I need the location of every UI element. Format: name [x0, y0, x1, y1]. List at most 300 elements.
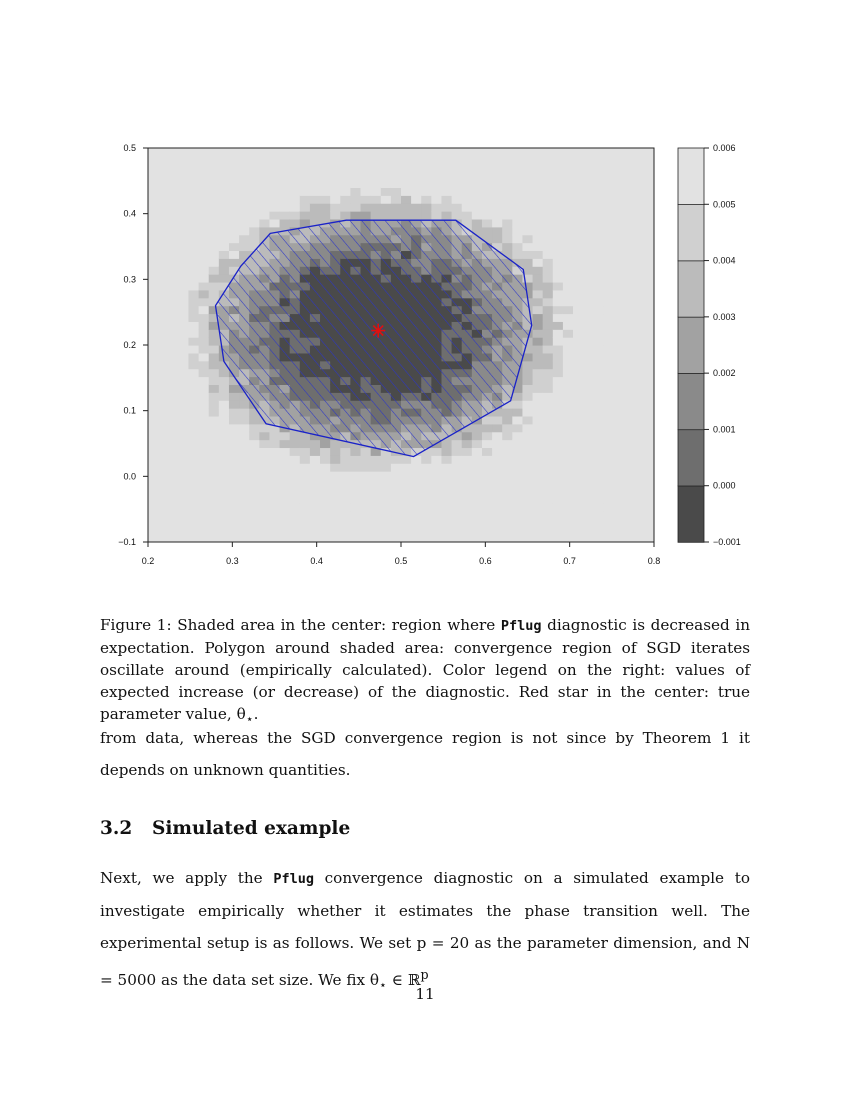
heat-cell: [624, 503, 635, 511]
heat-cell: [593, 203, 604, 211]
heat-cell: [269, 518, 280, 526]
page-number: 11: [415, 985, 435, 1003]
heat-cell: [522, 392, 533, 400]
heat-cell: [371, 495, 382, 503]
heat-cell: [512, 471, 523, 479]
heat-cell: [391, 463, 402, 471]
heat-cell: [401, 180, 412, 188]
heat-cell: [148, 377, 159, 385]
heat-cell: [330, 495, 341, 503]
heat-cell: [249, 495, 260, 503]
heat-cell: [583, 400, 594, 408]
heat-cell: [371, 510, 382, 518]
heat-cell: [573, 266, 584, 274]
heat-cell: [178, 518, 189, 526]
heat-cell: [371, 471, 382, 479]
heat-cell: [563, 440, 574, 448]
heat-cell: [361, 148, 372, 156]
heat-cell: [634, 321, 645, 329]
heat-cell: [219, 440, 230, 448]
heat-cell: [421, 526, 432, 534]
heat-cell: [361, 187, 372, 195]
heat-cell: [239, 471, 250, 479]
heat-cell: [573, 408, 584, 416]
heat-cell: [603, 290, 614, 298]
heat-cell: [350, 479, 361, 487]
heat-cell: [330, 172, 341, 180]
heat-cell: [148, 156, 159, 164]
heat-cell: [168, 361, 179, 369]
heat-cell: [148, 258, 159, 266]
heat-cell: [543, 337, 554, 345]
heat-cell: [441, 156, 452, 164]
heat-cell: [280, 518, 291, 526]
heat-cell: [522, 172, 533, 180]
heat-cell: [330, 487, 341, 495]
heat-cell: [199, 384, 210, 392]
heat-cell: [188, 258, 199, 266]
heat-cell: [310, 503, 321, 511]
heat-cell: [634, 526, 645, 534]
heat-cell: [199, 290, 210, 298]
heat-cell: [553, 321, 564, 329]
heat-cell: [634, 400, 645, 408]
heat-cell: [320, 187, 331, 195]
heat-cell: [209, 164, 220, 172]
heat-cell: [229, 235, 240, 243]
heat-cell: [371, 455, 382, 463]
heat-cell: [290, 148, 301, 156]
heat-cell: [593, 180, 604, 188]
heat-cell: [361, 156, 372, 164]
heat-cell: [290, 503, 301, 511]
heat-cell: [229, 203, 240, 211]
heat-cell: [168, 187, 179, 195]
heat-cell: [644, 447, 655, 455]
heat-cell: [563, 148, 574, 156]
heat-cell: [148, 266, 159, 274]
heat-cell: [583, 258, 594, 266]
heat-cell: [178, 329, 189, 337]
heat-cell: [320, 495, 331, 503]
heat-cell: [209, 369, 220, 377]
colorbar-band: [678, 204, 704, 261]
heat-cell: [269, 455, 280, 463]
heat-cell: [239, 172, 250, 180]
heat-cell: [199, 313, 210, 321]
heat-cell: [583, 463, 594, 471]
heat-cell: [644, 195, 655, 203]
heat-cell: [563, 235, 574, 243]
heat-cell: [188, 503, 199, 511]
heat-cell: [148, 455, 159, 463]
heat-cell: [512, 227, 523, 235]
heat-cell: [411, 164, 422, 172]
heat-cell: [219, 463, 230, 471]
x-tick-label: 0.6: [479, 556, 492, 566]
heat-cell: [168, 345, 179, 353]
heat-cell: [148, 250, 159, 258]
heat-cell: [452, 495, 463, 503]
heat-cell: [381, 164, 392, 172]
heat-cell: [290, 187, 301, 195]
heat-cell: [441, 180, 452, 188]
heat-cell: [290, 203, 301, 211]
heat-cell: [441, 495, 452, 503]
heat-cell: [543, 164, 554, 172]
heat-cell: [614, 447, 625, 455]
heat-cell: [290, 526, 301, 534]
heat-cell: [543, 479, 554, 487]
heat-cell: [199, 353, 210, 361]
heat-cell: [563, 503, 574, 511]
y-tick-label: 0.4: [123, 208, 136, 219]
heat-cell: [593, 353, 604, 361]
heat-cell: [269, 463, 280, 471]
heat-cell: [280, 156, 291, 164]
heat-cell: [259, 211, 270, 219]
heat-cell: [431, 187, 442, 195]
heat-cell: [583, 337, 594, 345]
heat-cell: [593, 282, 604, 290]
heat-cell: [644, 306, 655, 314]
heat-cell: [219, 266, 230, 274]
heat-cell: [290, 211, 301, 219]
heat-cell: [178, 172, 189, 180]
heat-cell: [158, 148, 169, 156]
heat-cell: [259, 495, 270, 503]
heat-cell: [148, 164, 159, 172]
heat-cell: [593, 219, 604, 227]
heat-cell: [462, 432, 473, 440]
heat-cell: [624, 266, 635, 274]
heat-cell: [290, 510, 301, 518]
heat-cell: [381, 172, 392, 180]
heat-cell: [421, 479, 432, 487]
heat-cell: [178, 408, 189, 416]
heat-cell: [624, 353, 635, 361]
heat-cell: [472, 156, 483, 164]
heat-cell: [543, 392, 554, 400]
heat-cell: [330, 180, 341, 188]
heat-cell: [168, 392, 179, 400]
heat-cell: [148, 195, 159, 203]
heat-cell: [452, 211, 463, 219]
heat-cell: [583, 510, 594, 518]
heat-cell: [310, 534, 321, 542]
heat-cell: [583, 290, 594, 298]
heat-cell: [512, 164, 523, 172]
heat-cell: [178, 503, 189, 511]
heat-cell: [178, 440, 189, 448]
heat-cell: [563, 306, 574, 314]
heat-cell: [573, 282, 584, 290]
heat-cell: [391, 156, 402, 164]
heat-cell: [441, 164, 452, 172]
heat-cell: [259, 219, 270, 227]
heat-cell: [441, 211, 452, 219]
heat-cell: [553, 471, 564, 479]
heat-cell: [553, 432, 564, 440]
heat-cell: [634, 329, 645, 337]
heat-cell: [583, 534, 594, 542]
heat-cell: [350, 463, 361, 471]
heat-cell: [148, 471, 159, 479]
heat-cell: [411, 187, 422, 195]
heat-cell: [361, 487, 372, 495]
heat-cell: [340, 172, 351, 180]
heat-cell: [603, 227, 614, 235]
heat-cell: [249, 463, 260, 471]
heat-cell: [300, 211, 311, 219]
heat-cell: [219, 455, 230, 463]
colorbar-tick-label: 0.006: [713, 143, 736, 153]
heat-cell: [300, 503, 311, 511]
heat-cell: [512, 392, 523, 400]
heat-cell: [573, 463, 584, 471]
heat-cell: [462, 526, 473, 534]
para2-theta-subscript: ⋆: [379, 977, 387, 993]
heat-cell: [573, 211, 584, 219]
heat-cell: [158, 329, 169, 337]
heat-cell: [371, 463, 382, 471]
heat-cell: [573, 203, 584, 211]
heat-cell: [593, 243, 604, 251]
heat-cell: [583, 203, 594, 211]
heat-cell: [634, 455, 645, 463]
heat-cell: [158, 227, 169, 235]
heat-cell: [563, 447, 574, 455]
heat-cell: [249, 219, 260, 227]
heat-cell: [624, 227, 635, 235]
heat-cell: [158, 172, 169, 180]
heat-cell: [624, 298, 635, 306]
heat-cell: [573, 329, 584, 337]
heat-cell: [644, 337, 655, 345]
heat-cell: [543, 408, 554, 416]
heat-cell: [168, 148, 179, 156]
heat-cell: [148, 227, 159, 235]
heat-cell: [522, 361, 533, 369]
heat-cell: [482, 195, 493, 203]
heat-cell: [158, 487, 169, 495]
heat-cell: [310, 195, 321, 203]
section-title: Simulated example: [152, 818, 351, 839]
heat-cell: [158, 258, 169, 266]
heat-cell: [603, 282, 614, 290]
heat-cell: [583, 227, 594, 235]
heat-cell: [199, 243, 210, 251]
heat-cell: [178, 195, 189, 203]
heat-cell: [482, 447, 493, 455]
heat-cell: [158, 424, 169, 432]
heat-cell: [614, 424, 625, 432]
heat-cell: [148, 148, 159, 156]
heat-cell: [431, 180, 442, 188]
heat-cell: [401, 211, 412, 219]
heat-cell: [320, 180, 331, 188]
heat-cell: [178, 447, 189, 455]
heat-cell: [158, 203, 169, 211]
heat-cell: [178, 219, 189, 227]
heat-cell: [239, 487, 250, 495]
heat-cell: [350, 148, 361, 156]
heat-cell: [381, 526, 392, 534]
heat-cell: [634, 518, 645, 526]
heat-cell: [482, 534, 493, 542]
heat-cell: [381, 495, 392, 503]
heat-cell: [644, 510, 655, 518]
heat-cell: [381, 211, 392, 219]
heat-cell: [391, 479, 402, 487]
heat-cell: [573, 321, 584, 329]
heat-cell: [482, 180, 493, 188]
heat-cell: [533, 203, 544, 211]
heat-cell: [188, 313, 199, 321]
heat-cell: [543, 400, 554, 408]
heat-cell: [269, 211, 280, 219]
heat-cell: [624, 243, 635, 251]
heat-cell: [310, 495, 321, 503]
heat-cell: [492, 164, 503, 172]
heat-cell: [553, 156, 564, 164]
true-parameter-layer: [371, 324, 385, 338]
heat-cell: [563, 321, 574, 329]
heat-cell: [583, 306, 594, 314]
heat-cell: [431, 156, 442, 164]
heat-cell: [563, 377, 574, 385]
heat-cell: [624, 211, 635, 219]
heat-cell: [340, 463, 351, 471]
heat-cell: [634, 180, 645, 188]
heat-cell: [482, 518, 493, 526]
heat-cell: [401, 156, 412, 164]
heat-cell: [553, 503, 564, 511]
heat-cell: [239, 510, 250, 518]
heat-cell: [158, 290, 169, 298]
heat-cell: [178, 487, 189, 495]
heat-cell: [168, 313, 179, 321]
heat-cell: [563, 243, 574, 251]
heat-cell: [482, 463, 493, 471]
heat-cell: [310, 455, 321, 463]
heat-cell: [188, 510, 199, 518]
heat-cell: [401, 203, 412, 211]
heat-cell: [178, 282, 189, 290]
para2-text-3: ∈ ℝ: [386, 971, 421, 990]
heat-cell: [583, 432, 594, 440]
heat-cell: [148, 463, 159, 471]
heat-cell: [614, 250, 625, 258]
heat-cell: [158, 282, 169, 290]
heat-cell: [634, 345, 645, 353]
heat-cell: [522, 164, 533, 172]
heat-cell: [158, 337, 169, 345]
heat-cell: [209, 187, 220, 195]
heat-cell: [573, 227, 584, 235]
heat-cell: [553, 377, 564, 385]
heat-cell: [543, 455, 554, 463]
heat-cell: [229, 487, 240, 495]
heat-cell: [624, 250, 635, 258]
heat-cell: [533, 187, 544, 195]
heat-cell: [280, 219, 291, 227]
heat-cell: [219, 180, 230, 188]
heat-cell: [340, 455, 351, 463]
heat-cell: [188, 353, 199, 361]
heat-cell: [522, 416, 533, 424]
heat-cell: [512, 440, 523, 448]
heat-cell: [634, 274, 645, 282]
heat-cell: [411, 463, 422, 471]
heat-cell: [441, 479, 452, 487]
colorbar-band: [678, 486, 704, 543]
heat-cell: [452, 503, 463, 511]
heat-cell: [340, 518, 351, 526]
heat-cell: [158, 164, 169, 172]
heat-cell: [543, 172, 554, 180]
heat-cell: [148, 219, 159, 227]
heat-cell: [563, 266, 574, 274]
heat-cell: [614, 408, 625, 416]
heat-cell: [614, 384, 625, 392]
heat-cell: [553, 487, 564, 495]
heat-cell: [381, 455, 392, 463]
heat-cell: [188, 235, 199, 243]
heat-cell: [340, 148, 351, 156]
heat-cell: [290, 156, 301, 164]
heat-cell: [269, 180, 280, 188]
heat-cell: [381, 156, 392, 164]
heat-cell: [229, 258, 240, 266]
heat-cell: [533, 180, 544, 188]
heat-cell: [168, 440, 179, 448]
heat-cell: [209, 384, 220, 392]
heat-cell: [644, 392, 655, 400]
heat-cell: [533, 416, 544, 424]
heat-cell: [330, 518, 341, 526]
heat-cell: [472, 534, 483, 542]
heat-cell: [148, 392, 159, 400]
heat-cell: [340, 447, 351, 455]
heat-cell: [431, 471, 442, 479]
heat-cell: [391, 180, 402, 188]
heat-cell: [431, 164, 442, 172]
heat-cell: [573, 487, 584, 495]
heat-cell: [259, 440, 270, 448]
heat-cell: [573, 219, 584, 227]
heat-cell: [401, 510, 412, 518]
heat-cell: [492, 211, 503, 219]
heat-cell: [269, 148, 280, 156]
heat-cell: [462, 463, 473, 471]
heat-cell: [624, 455, 635, 463]
heat-cell: [533, 526, 544, 534]
heat-cell: [320, 211, 331, 219]
heat-cell: [280, 180, 291, 188]
heat-cell: [310, 479, 321, 487]
heat-cell: [188, 377, 199, 385]
y-tick-label: −0.1: [118, 537, 136, 547]
heat-cell: [614, 487, 625, 495]
heat-cell: [391, 487, 402, 495]
heat-cell: [320, 463, 331, 471]
heat-cell: [199, 534, 210, 542]
heat-cell: [168, 156, 179, 164]
heat-cell: [361, 180, 372, 188]
heat-cell: [340, 495, 351, 503]
heat-cell: [391, 534, 402, 542]
